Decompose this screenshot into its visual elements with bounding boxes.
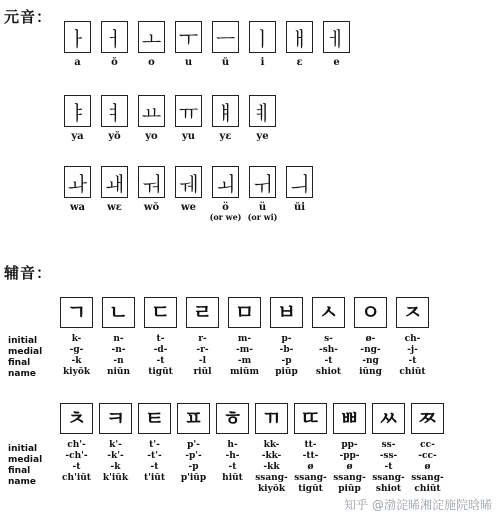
vowel-romanization: ɛ xyxy=(296,57,303,68)
consonant-initial: p- xyxy=(281,334,292,344)
consonant-final: -t xyxy=(408,356,417,366)
consonant-name: k'iŭk xyxy=(102,473,129,483)
vowel-cell xyxy=(138,95,165,142)
vowel-romanization: ŭ xyxy=(221,57,230,68)
consonant-medial: -ng- xyxy=(360,345,381,355)
vowel-glyph: ㅡ xyxy=(212,21,239,53)
consonant-glyph: ㅇ xyxy=(354,297,387,328)
consonant-medial: -b- xyxy=(279,345,294,355)
vowel-glyph: ㅚ xyxy=(212,166,239,198)
label-initial: initial xyxy=(8,444,38,454)
watermark: 知乎 @渤淀晞湘淀施院晗晞 xyxy=(344,498,492,512)
consonant-final: -n xyxy=(113,356,124,366)
consonant-final: -t xyxy=(72,462,81,472)
consonant-glyph: ㅍ xyxy=(177,403,210,434)
vowel-glyph: ㅠ xyxy=(175,95,202,127)
vowel-romanization: e xyxy=(333,57,340,68)
vowel-glyph: ㅟ xyxy=(249,166,276,198)
vowel-alt-romanization: (or we) xyxy=(209,212,242,222)
consonant-name: ssang- xyxy=(411,473,444,483)
consonant-initial: kk- xyxy=(263,440,280,450)
consonant-cell xyxy=(333,403,366,495)
label-name: name xyxy=(8,477,36,487)
consonant-medial: -n- xyxy=(111,345,126,355)
consonant-initial: ss- xyxy=(381,440,396,450)
consonant-glyph: ㅆ xyxy=(372,403,405,434)
consonant-initial: p'- xyxy=(187,440,200,450)
vowel-glyph: ㅙ xyxy=(101,166,128,198)
vowel-glyph: ㅛ xyxy=(138,95,165,127)
consonant-name2: kiyŏk xyxy=(257,484,286,494)
consonant-glyph: ㅌ xyxy=(138,403,171,434)
label-medial: medial xyxy=(8,347,43,357)
consonant-final: -m xyxy=(237,356,252,366)
vowel-glyph: ㅗ xyxy=(138,21,165,53)
consonant-cell xyxy=(270,297,303,378)
vowel-glyph: ㅐ xyxy=(286,21,313,53)
consonant-cell xyxy=(396,297,429,378)
consonant-name2: shiot xyxy=(375,484,402,494)
vowel-glyph: ㅣ xyxy=(249,21,276,53)
consonant-final: -p xyxy=(281,356,292,366)
vowel-cell xyxy=(101,95,128,142)
consonant-glyph: ㄹ xyxy=(186,297,219,328)
consonant-cell xyxy=(312,297,345,378)
consonant-name: ch'iŭt xyxy=(62,473,91,483)
vowel-cell xyxy=(64,166,91,222)
consonant-cell xyxy=(99,403,132,495)
consonant-glyph: ㅃ xyxy=(333,403,366,434)
vowel-romanization: ŏ xyxy=(111,57,118,68)
label-initial: initial xyxy=(8,336,38,346)
consonant-final: -p xyxy=(188,462,199,472)
vowel-glyph: ㅏ xyxy=(64,21,91,53)
vowel-glyph: ㅜ xyxy=(175,21,202,53)
consonant-glyph: ㅈ xyxy=(396,297,429,328)
vowel-cell xyxy=(64,21,91,68)
consonant-final: -kk xyxy=(263,462,280,472)
consonant-name: shiot xyxy=(315,367,342,377)
consonant-name: hiŭt xyxy=(222,473,243,483)
consonant-final: -k xyxy=(71,356,82,366)
consonant-final: -ng xyxy=(362,356,379,366)
consonant-medial: -p'- xyxy=(185,451,202,461)
label-medial: medial xyxy=(8,455,43,465)
label-final: final xyxy=(8,466,31,476)
vowel-glyph: ㅘ xyxy=(64,166,91,198)
consonant-cell xyxy=(372,403,405,495)
vowel-cell xyxy=(286,166,313,222)
vowel-cell xyxy=(286,21,313,68)
consonant-glyph: ㅋ xyxy=(99,403,132,434)
vowel-romanization: ye xyxy=(256,131,269,142)
vowel-glyph: ㅢ xyxy=(286,166,313,198)
consonant-initial: ch'- xyxy=(67,440,86,450)
consonant-medial: -t'- xyxy=(147,451,162,461)
consonants-section-title: 辅音： xyxy=(4,264,53,282)
vowel-glyph: ㅞ xyxy=(175,166,202,198)
consonant-initial: tt- xyxy=(304,440,317,450)
consonant-medial: -d- xyxy=(153,345,168,355)
consonant-medial: -h- xyxy=(225,451,240,461)
consonant-glyph: ㅎ xyxy=(216,403,249,434)
consonant-medial: -pp- xyxy=(339,451,360,461)
vowel-cell xyxy=(212,95,239,142)
consonant-glyph: ㄸ xyxy=(294,403,327,434)
vowels-section-title: 元音： xyxy=(4,8,53,26)
vowel-row-basic xyxy=(64,21,350,68)
consonant-glyph: ㅊ xyxy=(60,403,93,434)
consonant-final: ø xyxy=(307,462,314,472)
consonant-name: niŭn xyxy=(106,367,131,377)
vowel-cell xyxy=(212,21,239,68)
consonant-glyph: ㅁ xyxy=(228,297,261,328)
consonant-medial: -ss- xyxy=(379,451,398,461)
consonant-initial: pp- xyxy=(341,440,358,450)
consonant-initial: ch- xyxy=(404,334,421,344)
vowel-romanization: a xyxy=(74,57,81,68)
consonant-name: tigŭt xyxy=(148,367,173,377)
vowel-glyph: ㅖ xyxy=(249,95,276,127)
consonant-initial: h- xyxy=(227,440,238,450)
consonant-cell xyxy=(102,297,135,378)
consonant-row-aspirated-tense xyxy=(60,403,444,495)
vowel-cell xyxy=(323,21,350,68)
vowel-cell xyxy=(175,21,202,68)
consonant-final: -l xyxy=(198,356,207,366)
vowel-cell xyxy=(101,21,128,68)
consonant-initial: cc- xyxy=(420,440,435,450)
vowel-romanization: o xyxy=(148,57,155,68)
consonant-name2: chiŭt xyxy=(414,484,441,494)
vowel-romanization: ö xyxy=(222,202,229,213)
consonant-cell xyxy=(354,297,387,378)
vowel-row-y xyxy=(64,95,276,142)
consonant-initial: t- xyxy=(156,334,165,344)
consonant-name: kiyŏk xyxy=(62,367,91,377)
consonant-name: ssang- xyxy=(372,473,405,483)
consonant-name: t'iŭt xyxy=(143,473,166,483)
consonant-cell xyxy=(60,297,93,378)
consonant-initial: k- xyxy=(71,334,82,344)
consonant-cell xyxy=(144,297,177,378)
vowel-romanization: ü xyxy=(258,202,267,213)
consonant-cell xyxy=(411,403,444,495)
consonant-name: iŭng xyxy=(359,367,382,377)
consonant-final: -t xyxy=(324,356,333,366)
consonant-glyph: ㄴ xyxy=(102,297,135,328)
consonant-cell xyxy=(60,403,93,495)
vowel-glyph: ㅒ xyxy=(212,95,239,127)
consonant-initial: r- xyxy=(198,334,207,344)
consonant-medial: -r- xyxy=(196,345,209,355)
consonant-name: miŭm xyxy=(229,367,259,377)
consonant-row-labels-2 xyxy=(8,444,42,488)
consonant-cell xyxy=(138,403,171,495)
consonant-glyph: ㄲ xyxy=(255,403,288,434)
consonant-cell xyxy=(177,403,210,495)
consonant-final: ø xyxy=(424,462,431,472)
vowel-romanization: we xyxy=(181,202,196,213)
vowel-cell xyxy=(249,166,276,222)
vowel-cell xyxy=(138,21,165,68)
consonant-final: -t xyxy=(384,462,393,472)
consonant-initial: ø- xyxy=(365,334,376,344)
vowel-romanization: ŭi xyxy=(293,202,306,213)
consonant-glyph: ㄱ xyxy=(60,297,93,328)
consonant-cell xyxy=(186,297,219,378)
vowel-cell xyxy=(175,95,202,142)
consonant-cell xyxy=(216,403,249,495)
vowel-cell xyxy=(101,166,128,222)
vowel-glyph: ㅕ xyxy=(101,95,128,127)
consonant-medial: -g- xyxy=(69,345,84,355)
vowel-romanization: yɛ xyxy=(219,131,232,142)
consonant-cell xyxy=(255,403,288,495)
vowel-glyph: ㅓ xyxy=(101,21,128,53)
consonant-final: -t xyxy=(150,462,159,472)
label-final: final xyxy=(8,358,31,368)
vowel-romanization: yu xyxy=(181,131,196,142)
vowel-glyph: ㅑ xyxy=(64,95,91,127)
vowel-alt-romanization: (or wi) xyxy=(247,212,278,222)
vowel-row-w xyxy=(64,166,313,222)
vowel-cell xyxy=(209,166,242,222)
consonant-medial: -sh- xyxy=(318,345,339,355)
vowel-romanization: u xyxy=(184,57,193,68)
consonant-final: -k xyxy=(110,462,121,472)
vowel-romanization: wa xyxy=(69,202,86,213)
consonant-medial: -cc- xyxy=(418,451,437,461)
consonant-initial: t'- xyxy=(149,440,160,450)
consonant-final: ø xyxy=(346,462,353,472)
vowel-glyph: ㅔ xyxy=(323,21,350,53)
consonant-name: piŭp xyxy=(275,367,298,377)
vowel-cell xyxy=(175,166,202,222)
consonant-final: -t xyxy=(156,356,165,366)
consonant-initial: m- xyxy=(237,334,252,344)
consonant-row-labels-1 xyxy=(8,336,42,380)
vowel-romanization: wɛ xyxy=(107,202,122,213)
consonant-cell xyxy=(294,403,327,495)
consonant-glyph: ㄷ xyxy=(144,297,177,328)
consonant-name: ssang- xyxy=(255,473,288,483)
vowel-romanization: yo xyxy=(145,131,158,142)
vowel-romanization: wŏ xyxy=(143,202,160,213)
consonant-glyph: ㅅ xyxy=(312,297,345,328)
consonant-name: ssang- xyxy=(294,473,327,483)
consonant-cell xyxy=(228,297,261,378)
consonant-medial: -m- xyxy=(236,345,253,355)
consonant-name2: piŭp xyxy=(338,484,361,494)
consonant-medial: -tt- xyxy=(302,451,319,461)
consonant-name: ssang- xyxy=(333,473,366,483)
vowel-cell xyxy=(138,166,165,222)
consonant-initial: k'- xyxy=(109,440,122,450)
consonant-row-basic xyxy=(60,297,429,378)
consonant-medial: -k'- xyxy=(107,451,124,461)
consonant-final: -t xyxy=(228,462,237,472)
vowel-glyph: ㅝ xyxy=(138,166,165,198)
label-name: name xyxy=(8,369,36,379)
consonant-initial: n- xyxy=(113,334,124,344)
consonant-name2: tigŭt xyxy=(298,484,323,494)
consonant-name: riŭl xyxy=(193,367,212,377)
vowel-romanization: i xyxy=(260,57,265,68)
consonant-name: chiŭt xyxy=(399,367,426,377)
consonant-medial: -j- xyxy=(407,345,418,355)
vowel-cell xyxy=(249,95,276,142)
vowel-cell xyxy=(249,21,276,68)
consonant-initial: s- xyxy=(324,334,333,344)
vowel-cell xyxy=(64,95,91,142)
vowel-romanization: yŏ xyxy=(108,131,121,142)
consonant-glyph: ㅂ xyxy=(270,297,303,328)
vowel-romanization: ya xyxy=(71,131,84,142)
consonant-glyph: ㅉ xyxy=(411,403,444,434)
consonant-name: p'iŭp xyxy=(180,473,207,483)
consonant-medial: -ch'- xyxy=(65,451,88,461)
consonant-medial: -kk- xyxy=(261,451,282,461)
